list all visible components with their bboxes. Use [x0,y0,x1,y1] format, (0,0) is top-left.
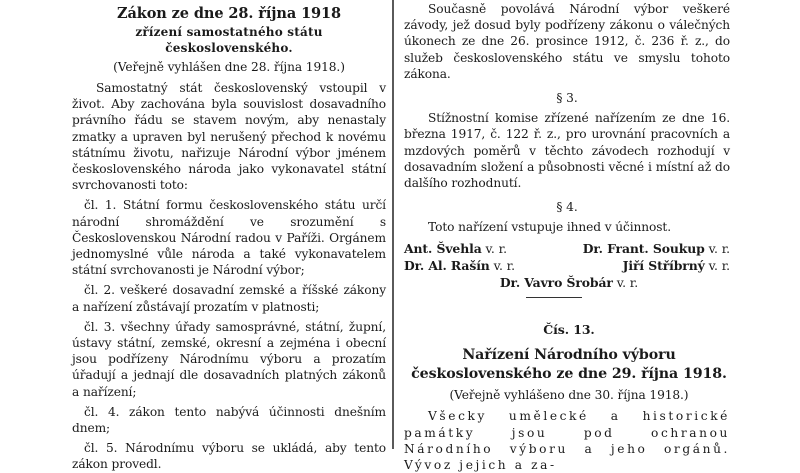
section-4-heading: § 4. [556,200,578,215]
law-preamble: Samostatný stát československý vstoupil v život. Aby zachována byla souvislost dosavadního právního řádu se stavem novým, aby nenastaly zmatky a upraven byl nerušený přechod k novému státnímu životu, nařizuje Národní výbor jménem československého národa jako vykonavatel státní svrchovanosti toto: [72,81,386,193]
signature: Dr. Al. Rašín v. r. [404,257,515,273]
signature: Dr. Frant. Soukup v. r. [582,240,730,256]
signature-row [404,257,734,274]
decree-publication-date: (Veřejně vyhlášeno dne 30. října 1918.) [449,388,689,403]
article-4: čl. 4. zákon tento nabývá účinnosti dnešním dnem; [72,404,386,436]
signatures-block [404,240,730,291]
signature: Jiří Stříbrný v. r. [622,257,730,273]
law-publication-date: (Veřejně vyhlášen dne 28. října 1918.) [113,60,345,74]
signature-row [404,240,734,257]
article-3: čl. 3. všechny úřady samosprávné, státní, župní, ústavy státní, zemské, okresní a zejména i obecní jsou podřízeny Národnímu výboru a prozatím úřadují a jednají dle dosavadních platných zákonů a nařízení; [72,319,386,399]
section-3-text: Stížnostní komise zřízené nařízením ze dne 16. března 1917, č. 122 ř. z., pro urovnání pracovních a mzdových poměrů v těchto závodech rozhodují v dosavadním složení a působnosti věcné i místní až do dalšího rozhodnutí. [404,111,730,191]
article-5: čl. 5. Národnímu výboru se ukládá, aby tento zákon provedl. [72,441,386,472]
decree-title-line1: Nařízení Národního výboru [462,347,676,364]
section2-continuation: Současně povolává Národní výbor veškeré závody, jež dosud byly podřízeny zákonu o válečných úkonech ze dne 26. prosince 1912, č. 236 ř. z., do služeb československého státu ve smyslu tohoto zákona. [404,2,730,81]
section-3-heading: § 3. [556,91,578,106]
right-column [404,0,730,473]
section-rule [526,297,582,299]
decree-title-line2: československého ze dne 29. října 1918. [411,366,727,383]
signature: Dr. Vavro Šrobár v. r. [499,274,639,290]
law-title: Zákon ze dne 28. října 1918 [116,5,342,22]
decree-text: Všecky umělecké a historické památky jsou pod ochranou Národního výboru a jeho orgánů. Vývoz jejich a za- [404,409,730,472]
signature: Ant. Švehla v. r. [404,240,507,256]
law-subtitle: zřízení samostatného státu československého. [135,25,323,55]
article-2: čl. 2. veškeré dosavadní zemské a říšské zákony a nařízení zůstávají prozatím v platnosti; [72,283,386,314]
article-1: čl. 1. Státní formu československého státu určí národní shromáždění ve srozumění s Československou Národní radou v Paříži. Orgánem jednomyslné vůle národa a také vykonavatelem státní svrchovanosti je Národní výbor; [72,198,386,278]
section-4-text: Toto nařízení vstupuje ihned v účinnost. [428,220,672,235]
left-column [72,0,386,473]
column-divider [392,0,394,449]
decree-number: Čís. 13. [543,322,595,338]
